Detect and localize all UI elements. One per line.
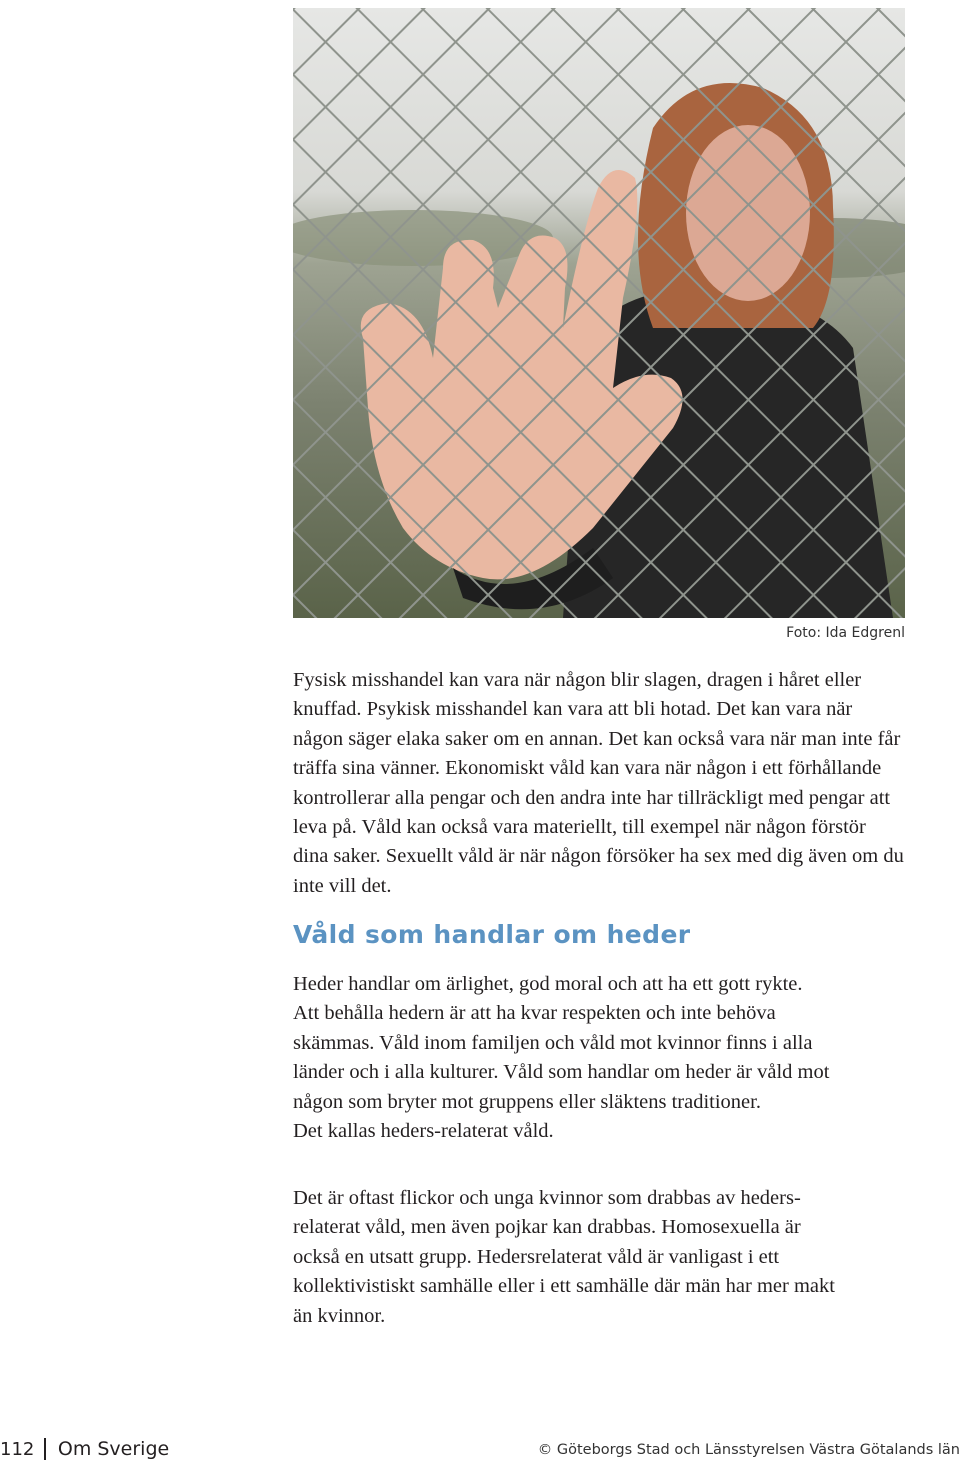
text-line: Det är oftast flickor och unga kvinnor som drabbas av heders-	[293, 1187, 801, 1209]
footer-divider	[44, 1438, 46, 1460]
text-line: någon som bryter mot gruppens eller släktens traditioner.	[293, 1090, 761, 1113]
text-line: än kvinnor.	[293, 1304, 386, 1327]
text-line: länder och i alla kulturer. Våld som handlar om heder är våld mot	[293, 1061, 830, 1084]
section-heading: Våld som handlar om heder	[293, 920, 691, 949]
copyright-notice: © Göteborgs Stad och Länsstyrelsen Västra Götalands län	[537, 1442, 960, 1458]
body-paragraph-violence-types: Fysisk misshandel kan vara när någon blir slagen, dragen i håret eller knuffad. Psykisk misshandel kan vara att bli hotad. Det kan vara när någon säger elaka saker om en annan. Det kan också vara när man inte får träffa sina vänner. Ekonomiskt våld kan vara när någon i ett förhållande kontrollerar alla pengar och den andra inte har tillräckligt med pengar att leva på. Våld kan också vara materiellt, till exempel när någon förstör dina saker. Sexuellt våld är när någon försöker ha sex med dig även om du inte vill det.	[293, 669, 904, 897]
text-line: Att behålla hedern är att ha kvar respekten och inte behöva	[293, 1002, 776, 1025]
article-photo	[293, 8, 905, 618]
text-line: kollektivistiskt samhälle eller i ett samhälle där män har mer makt	[293, 1275, 835, 1298]
text-line: också en utsatt grupp. Hedersrelaterat våld är vanligast i ett	[293, 1245, 780, 1268]
fence-hand-illustration	[293, 8, 905, 618]
photo-credit: Foto: Ida Edgrenl	[786, 625, 905, 641]
text-line: relaterat våld, men även pojkar kan drabbas. Homosexuella är	[293, 1216, 801, 1239]
body-paragraph-honor	[293, 970, 905, 1146]
text-line: Det kallas heders-relaterat våld.	[293, 1120, 554, 1143]
body-paragraph-victims	[293, 1184, 905, 1331]
page-number: 112	[0, 1438, 35, 1460]
page-footer-left	[0, 1436, 169, 1462]
text-line: Heder handlar om ärlighet, god moral och att ha ett gott rykte.	[293, 973, 803, 995]
text-line: skämmas. Våld inom familjen och våld mot kvinnor finns i alla	[293, 1031, 813, 1054]
book-title: Om Sverige	[57, 1438, 170, 1460]
